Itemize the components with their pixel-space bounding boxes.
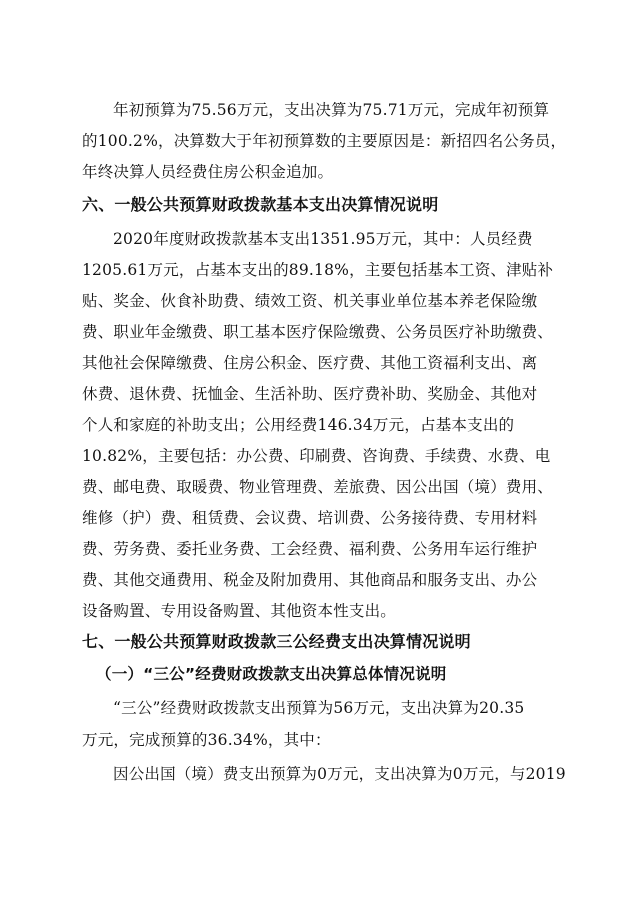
paragraph-line: 设备购置、专用设备购置、其他资本性支出。 bbox=[82, 602, 397, 620]
subsection-heading: （一）“三公”经费财政拨款支出决算总体情况说明 bbox=[96, 665, 447, 683]
paragraph-line: 1205.61万元，占基本支出的89.18%，主要包括基本工资、津贴补 bbox=[82, 261, 554, 279]
section-heading-6: 六、一般公共预算财政拨款基本支出决算情况说明 bbox=[82, 195, 439, 214]
paragraph-line: “三公”经费财政拨款支出预算为56万元，支出决算为20.35 bbox=[113, 699, 525, 717]
paragraph-line: 休费、退休费、抚恤金、生活补助、医疗费补助、奖励金、其他对 bbox=[82, 385, 538, 403]
paragraph-line: 因公出国（境）费支出预算为0万元，支出决算为0万元，与2019 bbox=[113, 765, 566, 783]
paragraph-line: 费、劳务费、委托业务费、工会经费、福利费、公务用车运行维护 bbox=[82, 540, 538, 558]
paragraph-line: 费、职业年金缴费、职工基本医疗保险缴费、公务员医疗补助缴费、 bbox=[82, 323, 554, 341]
paragraph-line: 2020年度财政拨款基本支出1351.95万元，其中：人员经费 bbox=[113, 230, 533, 248]
paragraph-line: 维修（护）费、租赁费、会议费、培训费、公务接待费、专用材料 bbox=[82, 509, 538, 527]
paragraph-line: 的100.2%，决算数大于年初预算数的主要原因是：新招四名公务员， bbox=[82, 132, 567, 150]
paragraph-line: 其他社会保障缴费、住房公积金、医疗费、其他工资福利支出、离 bbox=[82, 354, 538, 372]
paragraph-line: 费、邮电费、取暖费、物业管理费、差旅费、因公出国（境）费用、 bbox=[82, 478, 554, 496]
paragraph-line: 年终决算人员经费住房公积金追加。 bbox=[82, 163, 334, 181]
paragraph-line: 年初预算为75.56万元，支出决算为75.71万元，完成年初预算 bbox=[113, 101, 550, 119]
paragraph-line: 费、其他交通费用、税金及附加费用、其他商品和服务支出、办公 bbox=[82, 571, 538, 589]
paragraph-line: 贴、奖金、伙食补助费、绩效工资、机关事业单位基本养老保险缴 bbox=[82, 292, 538, 310]
paragraph-line: 万元，完成预算的36.34%，其中： bbox=[82, 731, 331, 749]
section-heading-7: 七、一般公共预算财政拨款三公经费支出决算情况说明 bbox=[82, 632, 471, 651]
paragraph-line: 个人和家庭的补助支出；公用经费146.34万元，占基本支出的 bbox=[82, 416, 515, 434]
paragraph-line: 10.82%，主要包括：办公费、印刷费、咨询费、手续费、水费、电 bbox=[82, 447, 551, 465]
